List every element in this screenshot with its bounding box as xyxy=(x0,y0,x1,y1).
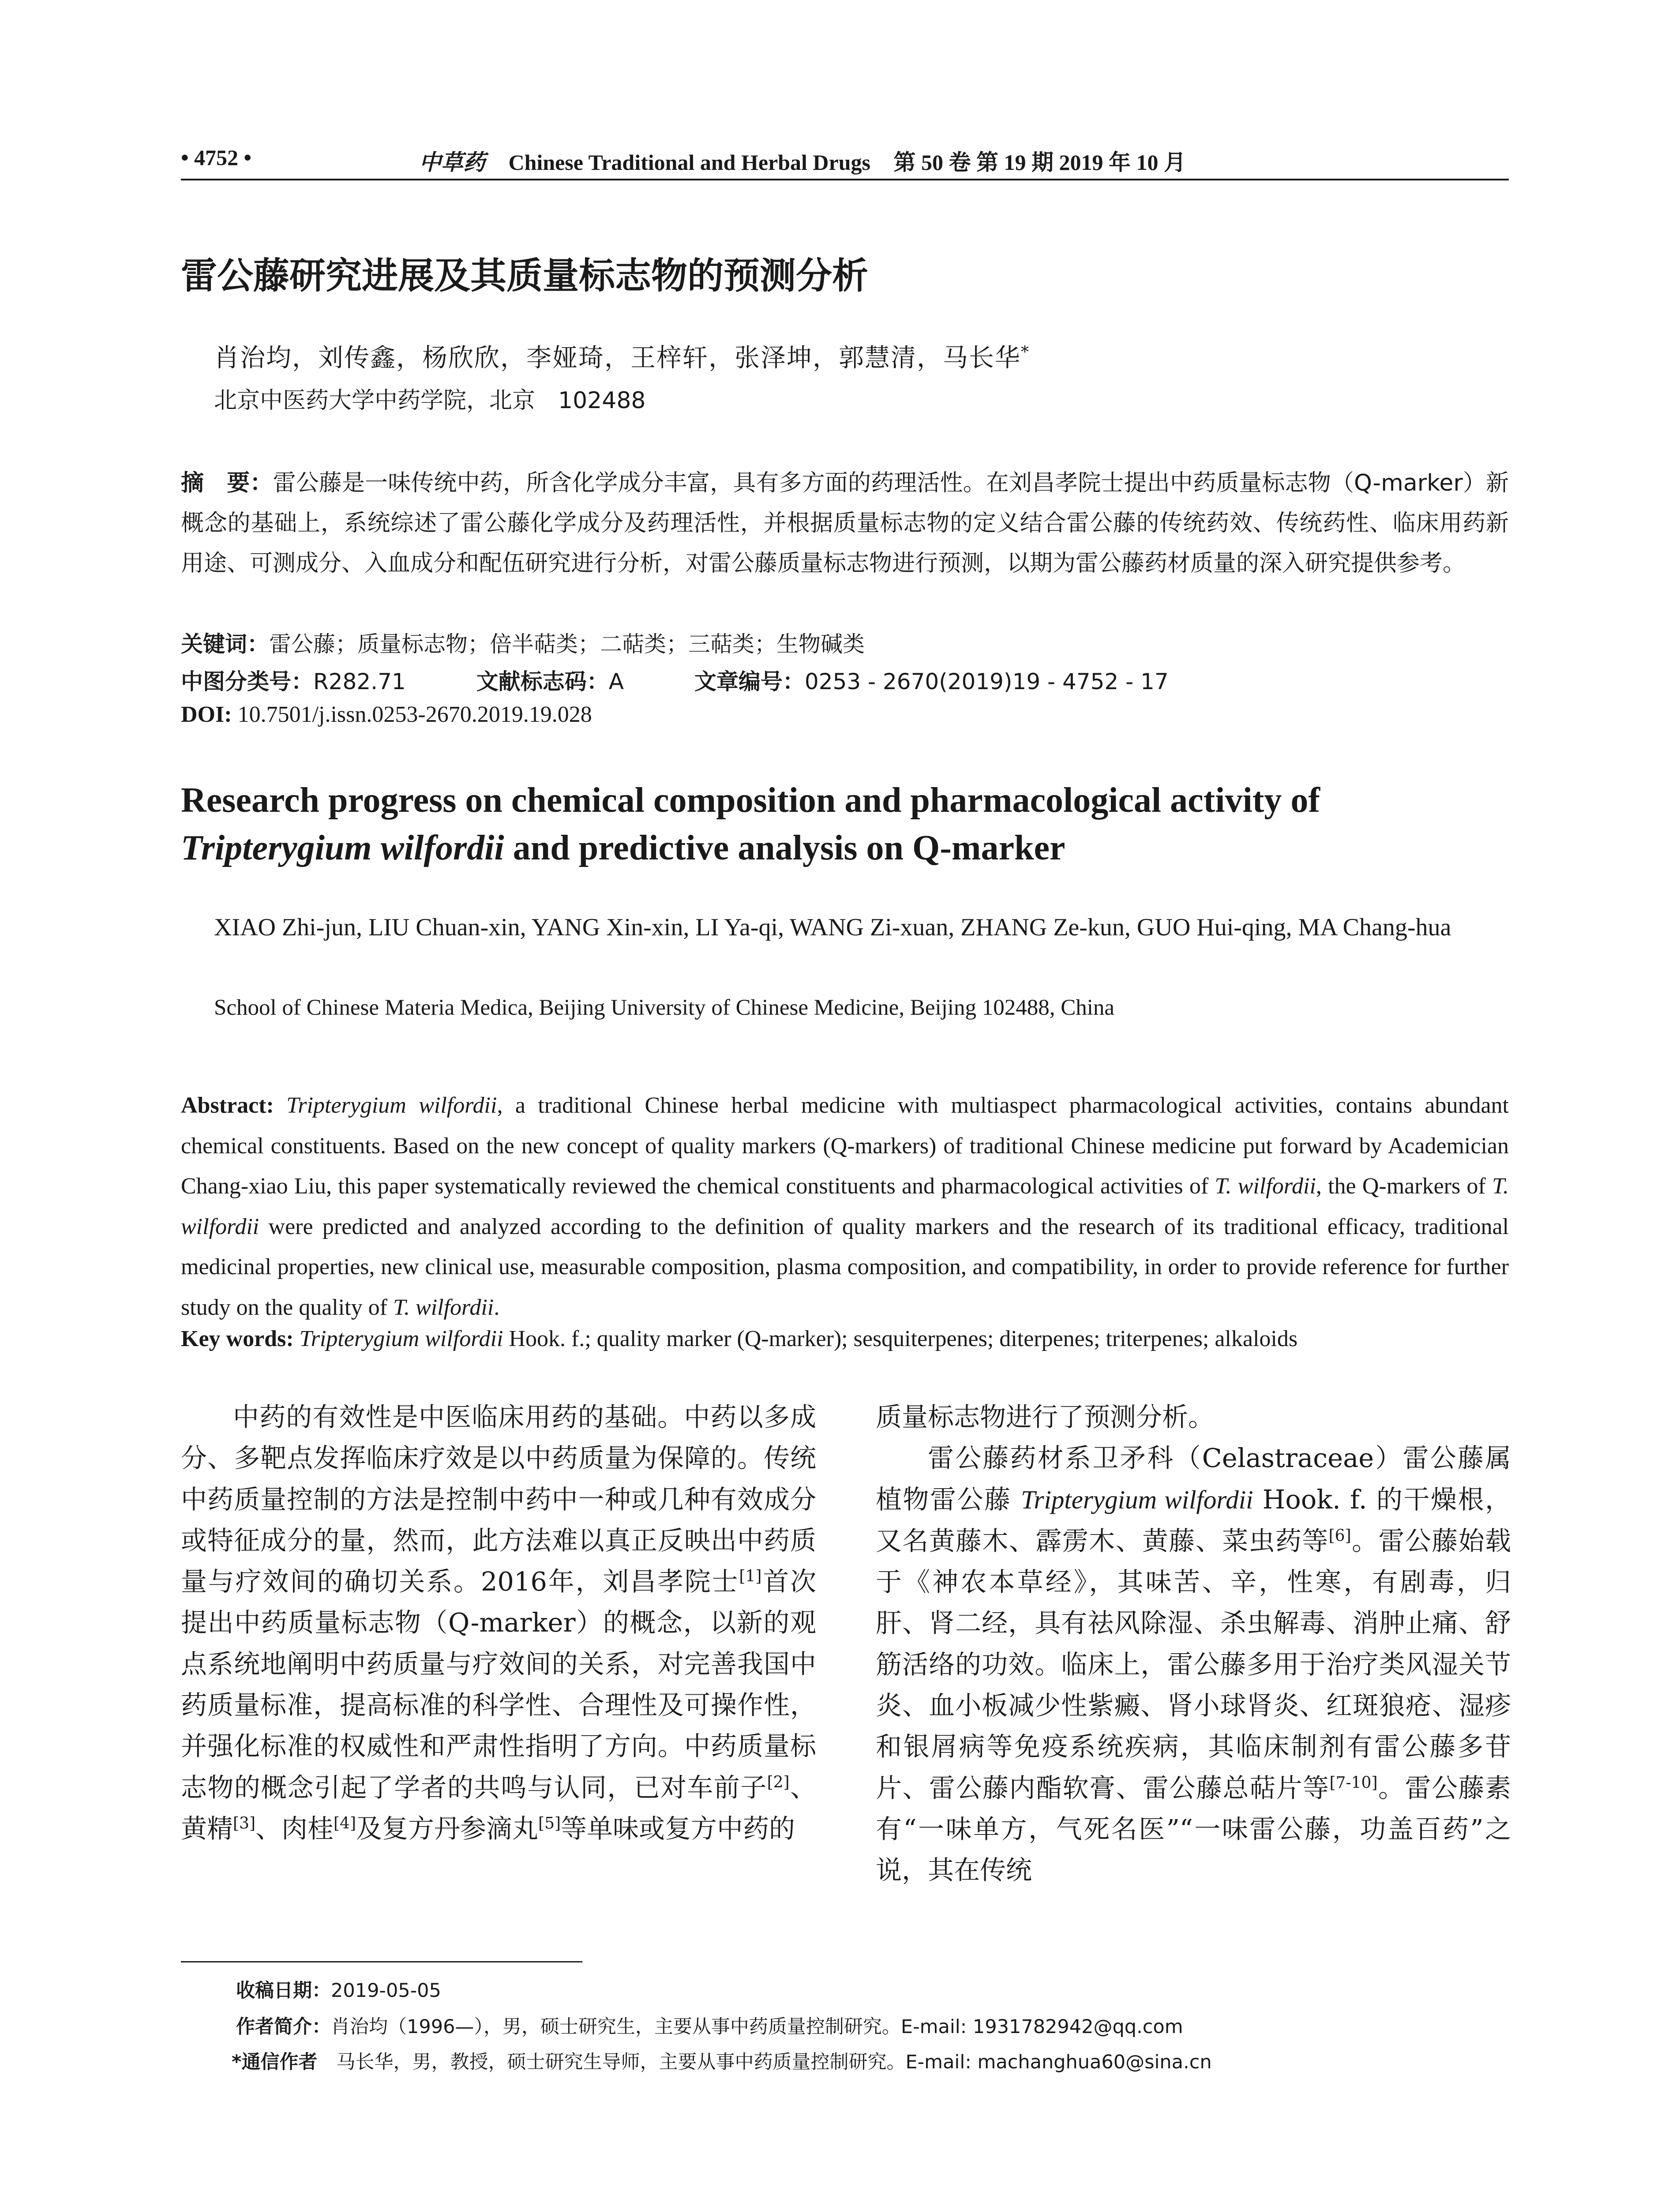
article-no-value: 0253 - 2670(2019)19 - 4752 - 17 xyxy=(804,669,1169,694)
title-en-part1: Research progress on chemical composition and pharmacological activity of xyxy=(181,781,1320,820)
keywords-en-label: Key words: xyxy=(181,1326,294,1351)
doc-code-label: 文献标志码： xyxy=(476,669,609,694)
footnote-rule xyxy=(181,1961,582,1962)
corresponding-label: *通信作者 xyxy=(232,2051,318,2073)
title-cn: 雷公藤研究进展及其质量标志物的预测分析 xyxy=(181,255,869,297)
keywords-en xyxy=(181,1326,1509,1352)
authors-en: XIAO Zhi-jun, LIU Chuan-xin, YANG Xin-xin, LI Ya-qi, WANG Zi-xuan, ZHANG Ze-kun, GUO Hui-qing, MA Chang-hua xyxy=(214,914,1451,941)
clc-label: 中图分类号： xyxy=(181,669,313,694)
abstract-en-text-a: , a traditional Chinese herbal medicine with multiaspect pharmacological activities, contains abundant chemical constituents. Based on the new concept of quality markers (Q-markers) of traditional Chinese medicine put forward by Academician Chang-xiao Liu, this paper systematically reviewed the chemical constituents and pharmacological activities of xyxy=(181,1093,1509,1199)
abstract-en-species-abbr: T. wilfordii xyxy=(393,1294,494,1320)
abstract-en-end: . xyxy=(494,1294,500,1320)
body-text: 质量标志物进行了预测分析。 xyxy=(876,1402,1215,1432)
corresponding-mark: * xyxy=(1021,343,1030,361)
citation-ref[interactable]: [3] xyxy=(233,1814,256,1833)
received-date: 2019-05-05 xyxy=(331,1980,441,2002)
body-text: 。雷公藤始载于《神农本草经》，其味苦、辛，性寒，有剧毒，归肝、肾二经，具有祛风除湿、杀虫解毒、消肿止痛、舒筋活络的功效。临床上，雷公藤多用于治疗类风湿关节炎、血小板减少性紫癜、肾小球肾炎、红斑狼疮、湿疹和银屑病等免疫系统疾病，其临床制剂有雷公藤多苷片、雷公藤内酯软膏、雷公藤总萜片等 xyxy=(876,1525,1511,1803)
classification-line xyxy=(181,664,1169,696)
affiliation-en: School of Chinese Materia Medica, Beijing University of Chinese Medicine, Beijing 102488, China xyxy=(214,995,1115,1020)
abstract-en-label: Abstract: xyxy=(181,1093,274,1118)
citation-ref[interactable]: [1] xyxy=(739,1567,762,1586)
body-text: 及复方丹参滴丸 xyxy=(356,1813,539,1844)
body-column-right xyxy=(876,1396,1511,1891)
doi-label: DOI: xyxy=(181,702,232,727)
journal-name-cn: 中草药 xyxy=(419,149,485,175)
received-label: 收稿日期： xyxy=(236,1980,331,2002)
doi-line xyxy=(181,702,592,728)
body-text: 、肉桂 xyxy=(255,1813,334,1844)
abstract-en-species: Tripterygium wilfordii xyxy=(286,1093,497,1118)
keywords-en-species: Tripterygium wilfordii xyxy=(299,1326,503,1351)
citation-ref[interactable]: [5] xyxy=(538,1814,561,1833)
journal-name-en: Chinese Traditional and Herbal Drugs xyxy=(508,150,870,175)
keywords-cn-text: 雷公藤；质量标志物；倍半萜类；二萜类；三萜类；生物碱类 xyxy=(269,631,865,657)
clc-value: R282.71 xyxy=(313,669,406,694)
affiliation-cn: 北京中医药大学中药学院，北京 102488 xyxy=(214,387,646,414)
title-en xyxy=(181,777,1509,872)
keywords-en-text: Hook. f.; quality marker (Q-marker); sesquiterpenes; diterpenes; triterpenes; alkaloids xyxy=(509,1326,1298,1351)
keywords-cn xyxy=(181,627,865,658)
journal-issue: 第 50 卷 第 19 期 2019 年 10 月 xyxy=(893,150,1186,175)
abstract-en-text-c: were predicted and analyzed according to the definition of quality markers and the research of its traditional efficacy, traditional medicinal properties, new clinical use, measurable composition, plasma composition, and compatibility, in order to provide reference for further study on the quality of xyxy=(181,1214,1509,1320)
abstract-cn-label: 摘 要： xyxy=(181,470,273,496)
author-bio-label: 作者简介： xyxy=(236,2016,331,2038)
title-en-species: Tripterygium wilfordii xyxy=(181,829,504,867)
body-paragraph xyxy=(181,1396,816,1849)
header-rule xyxy=(181,179,1509,180)
body-text: 首次提出中药质量标志物（Q-marker）的概念，以新的观点系统地阐明中药质量与疗效间的关系，对完善我国中药质量标准，提高标准的科学性、合理性及可操作性，并强化标准的权威性和严肃性指明了方向。中药质量标志物的概念引起了学者的共鸣与认同，已对车前子 xyxy=(181,1566,816,1803)
body-text: 等单味或复方中药的 xyxy=(561,1813,795,1844)
author-bio: 肖治均（1996—），男，硕士研究生，主要从事中药质量控制研究。E-mail: 1931782942@qq.com xyxy=(331,2016,1183,2038)
keywords-cn-label: 关键词： xyxy=(181,631,269,657)
footnote-received xyxy=(236,1976,441,2003)
citation-ref[interactable]: [4] xyxy=(334,1814,356,1833)
citation-ref[interactable]: [6] xyxy=(1328,1527,1351,1545)
footnote-author xyxy=(236,2012,1183,2039)
abstract-en-species-abbr: T. wilfordii xyxy=(1215,1174,1316,1199)
page-number: • 4752 • xyxy=(181,145,252,170)
body-text: 、黄精 xyxy=(181,1772,816,1844)
running-header xyxy=(181,140,1509,180)
species-name: Tripterygium wilfordii xyxy=(1020,1485,1253,1514)
doc-code-value: A xyxy=(608,669,624,694)
journal-line xyxy=(419,145,1186,176)
article-no-label: 文章编号： xyxy=(694,669,805,694)
body-text: 雷公藤药材系卫矛科（Celastraceae）雷公藤属植物雷公藤 xyxy=(876,1443,1511,1515)
abstract-en xyxy=(181,1085,1509,1328)
title-en-part2: and predictive analysis on Q-marker xyxy=(513,829,1065,867)
body-paragraph-continued xyxy=(876,1396,1511,1437)
body-text: 。雷公藤素有“一味单方，气死名医”“一味雷公藤，功盖百药”之说，其在传统 xyxy=(876,1772,1511,1886)
citation-ref[interactable]: [2] xyxy=(767,1773,790,1792)
abstract-cn xyxy=(181,463,1509,584)
authors-cn xyxy=(214,338,1030,374)
body-paragraph xyxy=(876,1437,1511,1891)
body-column-left xyxy=(181,1396,816,1849)
body-text: Hook. f. 的干燥根，又名黄藤木、霹雳木、黄藤、菜虫药等 xyxy=(876,1484,1511,1556)
corresponding-info: 马长华，男，教授，硕士研究生导师，主要从事中药质量控制研究。E-mail: machanghua60@sina.cn xyxy=(336,2051,1212,2073)
abstract-cn-text: 雷公藤是一味传统中药，所含化学成分丰富，具有多方面的药理活性。在刘昌孝院士提出中药质量标志物（Q-marker）新概念的基础上，系统综述了雷公藤化学成分及药理活性，并根据质量标志物的定义结合雷公藤的传统药效、传统药性、临床用药新用途、可测成分、入血成分和配伍研究进行分析，对雷公藤质量标志物进行预测，以期为雷公藤药材质量的深入研究提供参考。 xyxy=(181,470,1509,577)
abstract-en-text-b: , the Q-markers of xyxy=(1316,1174,1486,1199)
footnote-corresponding xyxy=(232,2047,1212,2074)
abstract-en-species-abbr: T. wilfordii xyxy=(181,1174,1509,1239)
body-text: 中药的有效性是中医临床用药的基础。中药以多成分、多靶点发挥临床疗效是以中药质量为保障的。传统中药质量控制的方法是控制中药中一种或几种有效成分或特征成分的量，然而，此方法难以真正反映出中药质量与疗效间的确切关系。2016年，刘昌孝院士 xyxy=(181,1402,816,1597)
doi-value: 10.7501/j.issn.0253-2670.2019.19.028 xyxy=(237,702,592,727)
authors-cn-text: 肖治均，刘传鑫，杨欣欣，李娅琦，王梓轩，张泽坤，郭慧清，马长华 xyxy=(214,343,1021,372)
citation-ref[interactable]: [7-10] xyxy=(1329,1774,1378,1792)
